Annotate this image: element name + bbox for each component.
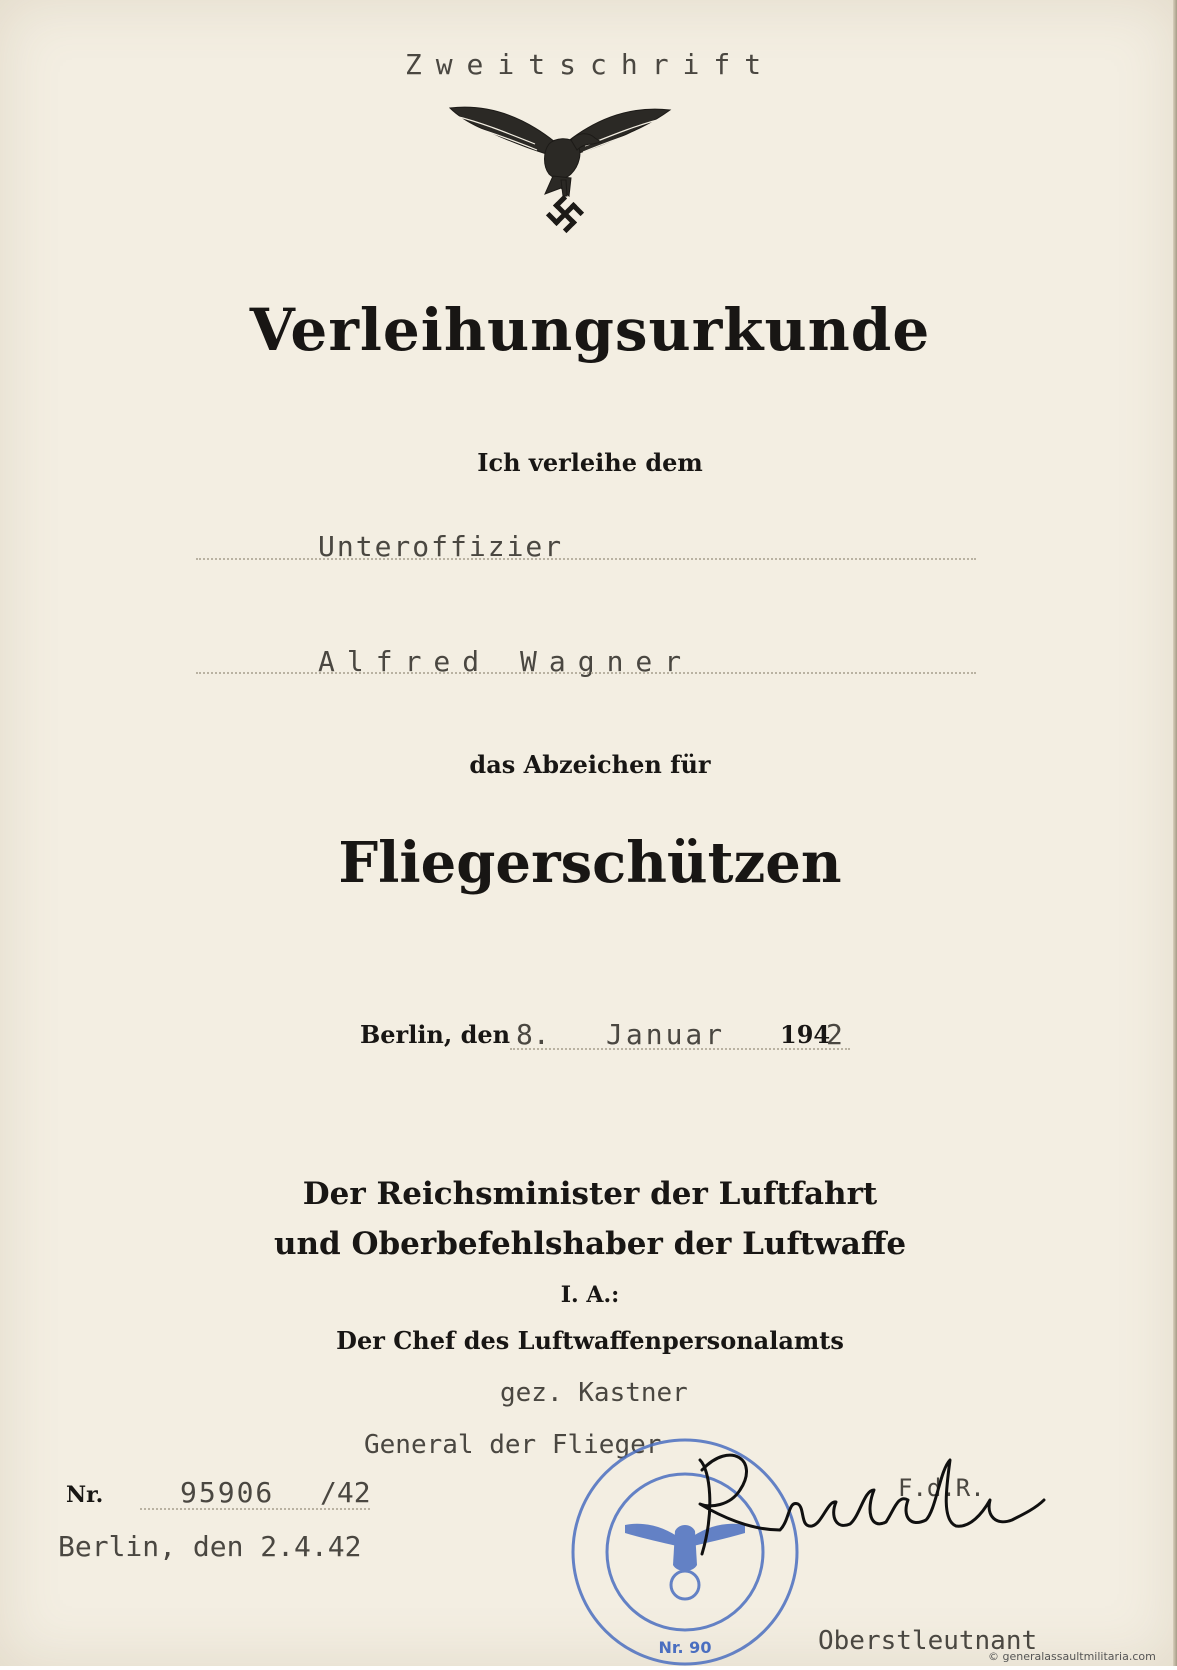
rank-value: Unteroffizier [318,530,564,563]
date-day: 8. [516,1018,550,1051]
intro-text: Ich verleihe dem [477,448,703,477]
copy-label: Zweitschrift [404,48,776,81]
eagle-emblem-icon [445,96,675,246]
number-suffix: /42 [320,1476,371,1509]
date-year-typed: 2 [826,1018,843,1051]
authority-line-2: und Oberbefehlshaber der Luftwaffe [273,1226,907,1262]
signer-rank: General der Flieger [364,1430,662,1460]
authority-line-4: Der Chef des Luftwaffenpersonalamts [336,1326,844,1355]
issue-place-date: Berlin, den 2.4.42 [58,1530,362,1563]
signed-name: gez. Kastner [500,1378,688,1408]
date-month: Januar [606,1018,726,1051]
number-value: 95906 [180,1476,275,1509]
rank-dotted-line [196,558,976,560]
award-intro: das Abzeichen für [469,750,711,779]
stamp-number: Nr. 90 [658,1638,712,1657]
award-name: Fliegerschützen [338,830,842,896]
date-dotted-line [510,1048,850,1050]
officer-rank: Oberstleutnant [818,1626,1038,1656]
page-title: Verleihungsurkunde [249,296,931,364]
number-dotted-line [140,1508,370,1510]
date-year-printed: 194 [780,1020,831,1049]
recipient-name: Alfred Wagner [318,645,694,678]
recipient-dotted-line [196,672,976,674]
copyright-watermark: © generalassaultmilitaria.com [988,1650,1156,1663]
authority-line-1: Der Reichsminister der Luftfahrt [302,1176,878,1212]
place-date-prefix: Berlin, den [360,1020,511,1049]
authority-line-3: I. A.: [560,1282,620,1308]
paper-edge [1173,0,1177,1666]
number-prefix: Nr. [66,1482,104,1508]
fdr-label: F.d.R. [898,1474,985,1502]
handwritten-signature [640,1430,1080,1570]
